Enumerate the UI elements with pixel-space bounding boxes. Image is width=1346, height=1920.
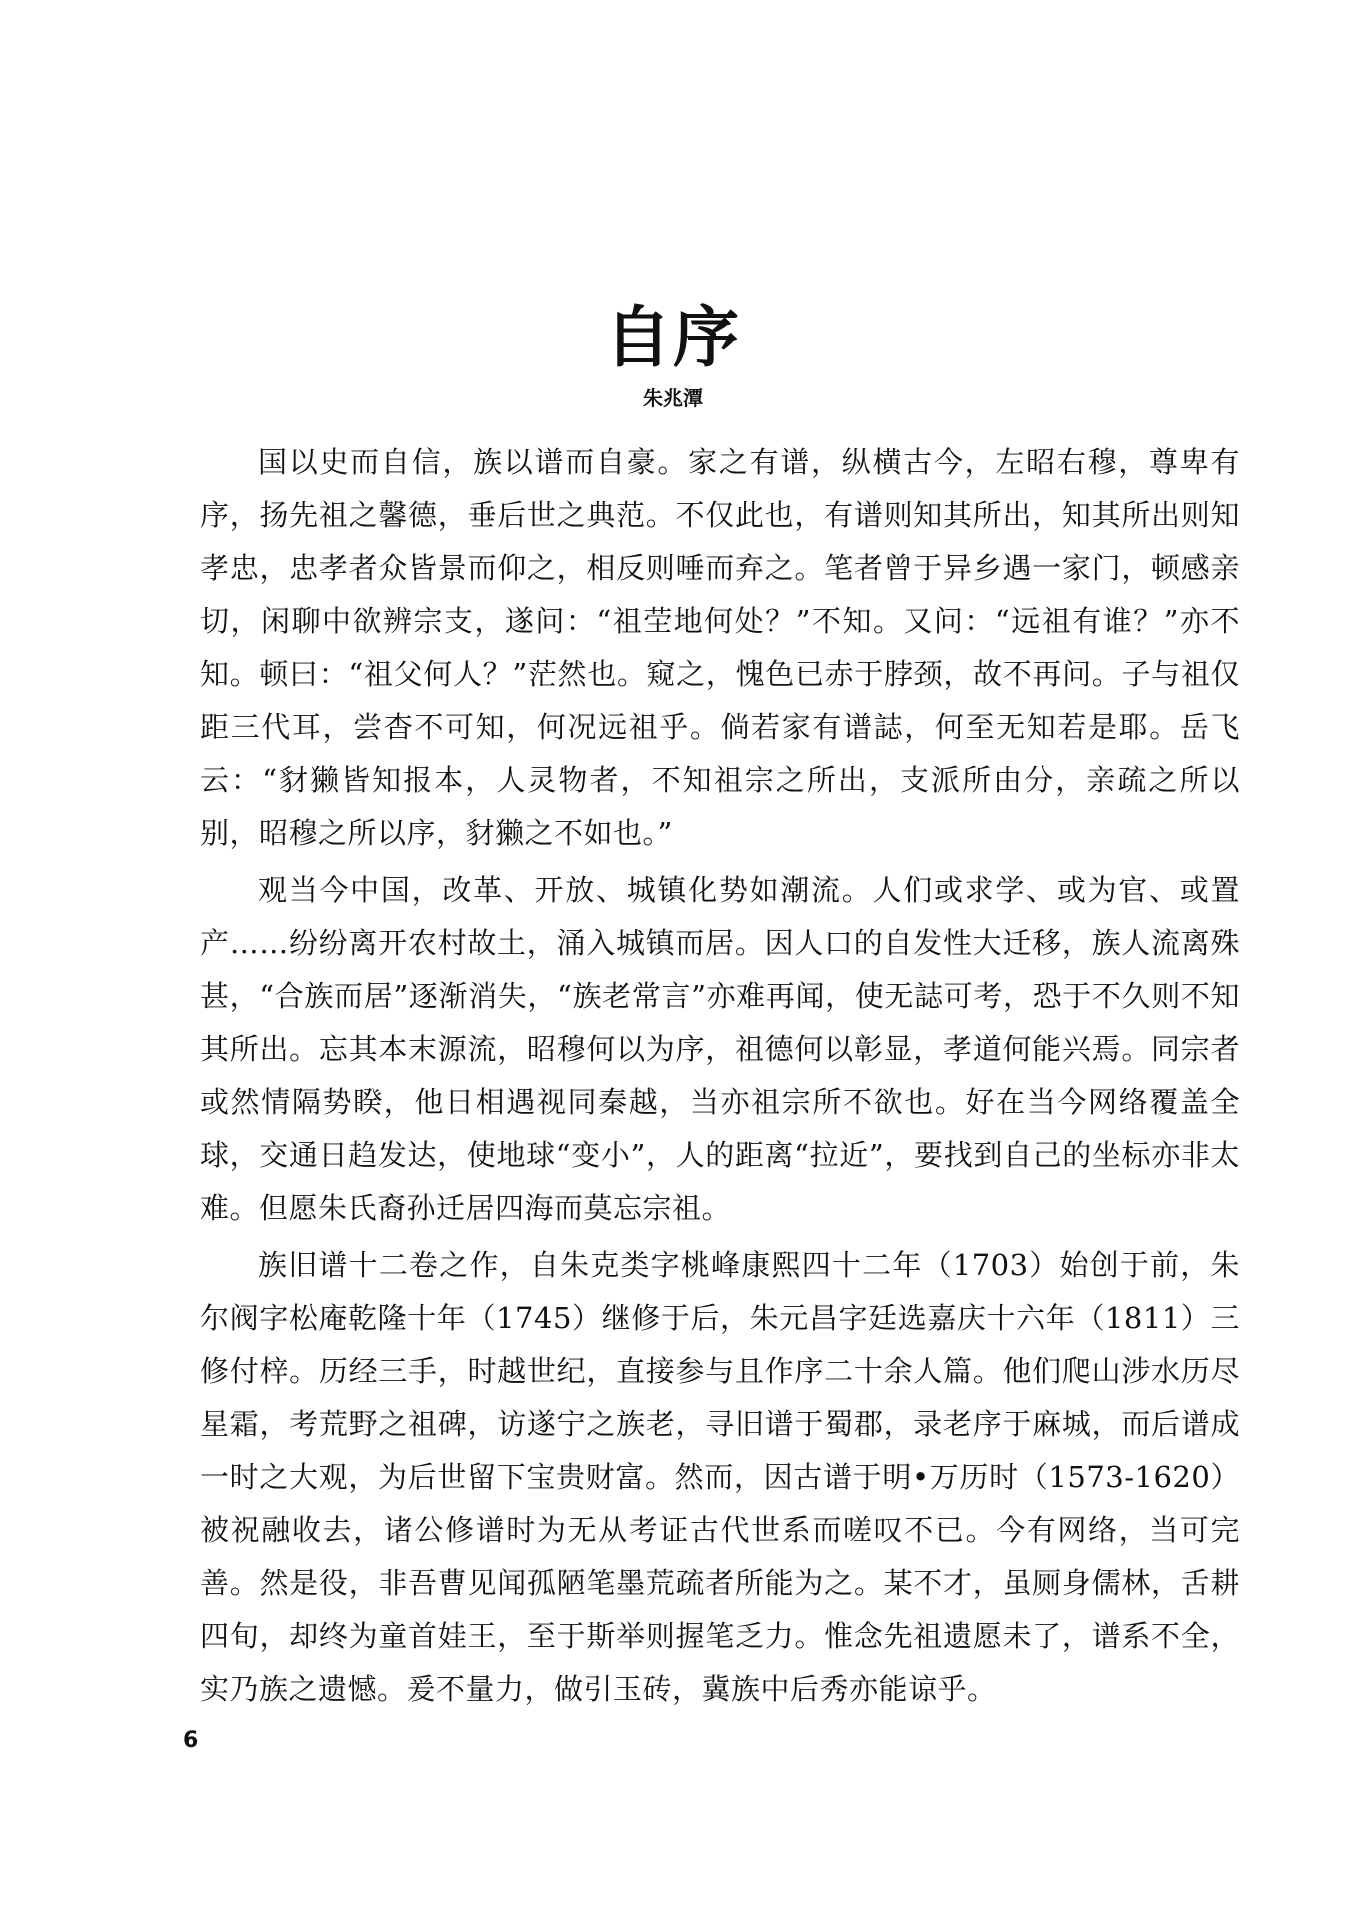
- body-text: [200, 436, 1240, 1716]
- paragraph-1: 国以史而自信，族以谱而自豪。家之有谱，纵横古今，左昭右穆，尊卑有序，扬先祖之馨德，垂后世之典范。不仅此也，有谱则知其所出，知其所出则知孝忠，忠孝者众皆景而仰之，相反则唾而弃之。笔者曾于异乡遇一家门，顿感亲切，闲聊中欲辨宗支，遂问：“祖茔地何处？”不知。又问：“远祖有谁？”亦不知。顿曰：“祖父何人？”茫然也。窥之，愧色已赤于脖颈，故不再问。子与祖仅距三代耳，尝杳不可知，何况远祖乎。倘若家有谱誌，何至无知若是耶。岳飞云：“豺獭皆知报本，人灵物者，不知祖宗之所出，支派所由分，亲疏之所以别，昭穆之所以序，豺獭之不如也。”: [200, 445, 1240, 850]
- paragraph-3: 族旧谱十二卷之作，自朱克类字桃峰康熙四十二年（1703）始创于前，朱尔阀字松庵乾隆十年（1745）继修于后，朱元昌字廷选嘉庆十六年（1811）三修付梓。历经三手，时越世纪，直接参与且作序二十余人篇。他们爬山涉水历尽星霜，考荒野之祖碑，访遂宁之族老，寻旧谱于蜀郡，录老序于麻城，而后谱成一时之大观，为后世留下宝贵财富。然而，因古谱于明•万历时（1573-1620）被祝融收去，诸公修谱时为无从考证古代世系而嗟叹不已。今有网络，当可完善。然是役，非吾曹见闻孤陋笔墨荒疏者所能为之。某不才，虽厕身儒林，舌耕四旬，却终为童首娃王，至于斯举则握笔乏力。惟念先祖遗愿未了，谱系不全，实乃族之遗憾。爰不量力，做引玉砖，冀族中后秀亦能谅乎。: [200, 1248, 1240, 1706]
- page-number: 6: [183, 1728, 199, 1753]
- author-name: 朱兆潭: [643, 386, 703, 410]
- paragraph-2: 观当今中国，改革、开放、城镇化势如潮流。人们或求学、或为官、或置产……纷纷离开农村故土，涌入城镇而居。因人口的自发性大迁移，族人流离殊甚，“合族而居”逐渐消失，“族老常言”亦难再闻，使无誌可考，恐于不久则不知其所出。忘其本末源流，昭穆何以为序，祖德何以彰显，孝道何能兴焉。同宗者或然情隔势睽，他日相遇视同秦越，当亦祖宗所不欲也。好在当今网络覆盖全球，交通日趋发达，使地球“变小”，人的距离“拉近”，要找到自己的坐标亦非太难。但愿朱氏裔孙迁居四海而莫忘宗祖。: [200, 873, 1240, 1225]
- page-title: 自序: [605, 299, 741, 376]
